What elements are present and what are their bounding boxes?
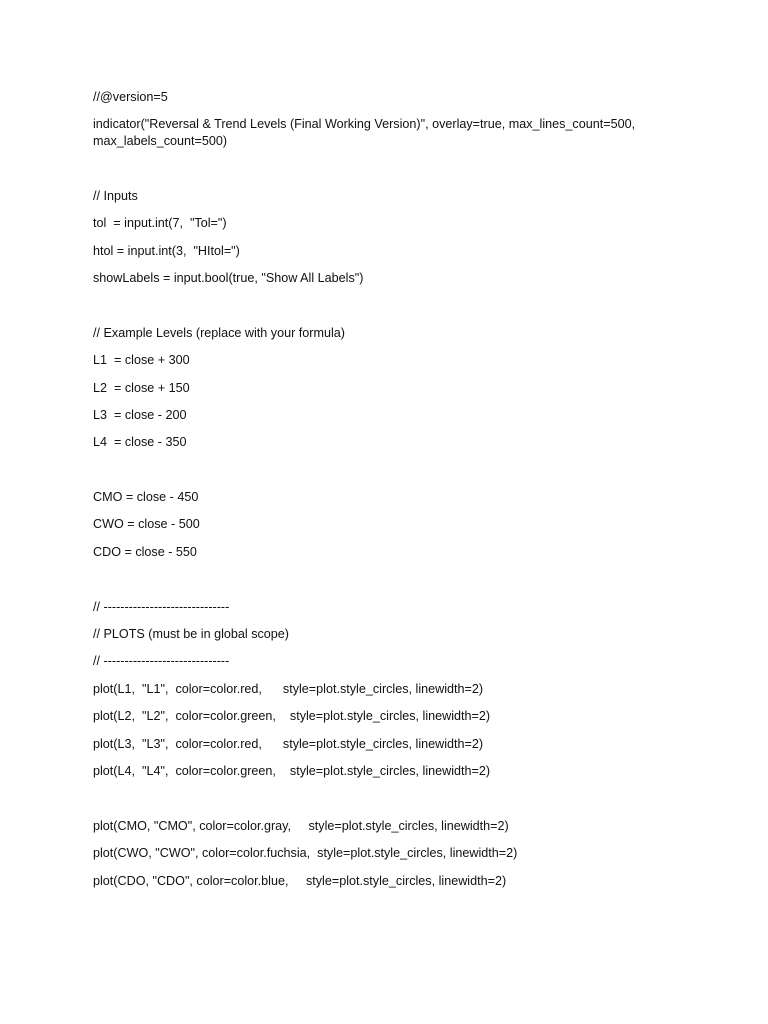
- cdo-assignment-line: CDO = close - 550: [93, 544, 197, 559]
- cwo-assignment-line: CWO = close - 500: [93, 517, 200, 532]
- example-levels-comment-line: // Example Levels (replace with your formula): [93, 325, 345, 340]
- show-labels-input-line: showLabels = input.bool(true, "Show All Labels"): [93, 270, 364, 285]
- version-directive-line: //@version=5: [93, 90, 168, 104]
- code-text-body: [93, 89, 683, 900]
- plot-cwo-line: plot(CWO, "CWO", color=color.fuchsia, style=plot.style_circles, linewidth=2): [93, 846, 518, 861]
- separator-comment-line: // ------------------------------: [93, 599, 230, 614]
- blank-line: [93, 790, 683, 807]
- l1-assignment-line: L1 = close + 300: [93, 353, 190, 368]
- plot-cmo-line: plot(CMO, "CMO", color=color.gray, style=plot.style_circles, linewidth=2): [93, 818, 509, 833]
- plot-cdo-line: plot(CDO, "CDO", color=color.blue, style=plot.style_circles, linewidth=2): [93, 873, 507, 888]
- tol-input-line: tol = input.int(7, "Tol="): [93, 216, 227, 231]
- plot-l3-line: plot(L3, "L3", color=color.red, style=plot.style_circles, linewidth=2): [93, 736, 484, 751]
- blank-line: [93, 297, 683, 314]
- indicator-declaration-line: indicator("Reversal & Trend Levels (Final Working Version)", overlay=true, max_lines_count=500, max_labels_count=500): [93, 117, 639, 149]
- htol-input-line: htol = input.int(3, "HItol="): [93, 243, 240, 258]
- separator-comment-line: // ------------------------------: [93, 654, 230, 669]
- l2-assignment-line: L2 = close + 150: [93, 380, 190, 395]
- plot-l1-line: plot(L1, "L1", color=color.red, style=plot.style_circles, linewidth=2): [93, 681, 484, 696]
- plot-l2-line: plot(L2, "L2", color=color.green, style=plot.style_circles, linewidth=2): [93, 709, 491, 724]
- blank-line: [93, 160, 683, 177]
- inputs-comment-line: // Inputs: [93, 188, 138, 203]
- blank-line: [93, 571, 683, 588]
- blank-line: [93, 462, 683, 479]
- plots-comment-line: // PLOTS (must be in global scope): [93, 627, 289, 642]
- l3-assignment-line: L3 = close - 200: [93, 407, 187, 422]
- cmo-assignment-line: CMO = close - 450: [93, 490, 199, 505]
- l4-assignment-line: L4 = close - 350: [93, 435, 187, 450]
- plot-l4-line: plot(L4, "L4", color=color.green, style=plot.style_circles, linewidth=2): [93, 763, 491, 778]
